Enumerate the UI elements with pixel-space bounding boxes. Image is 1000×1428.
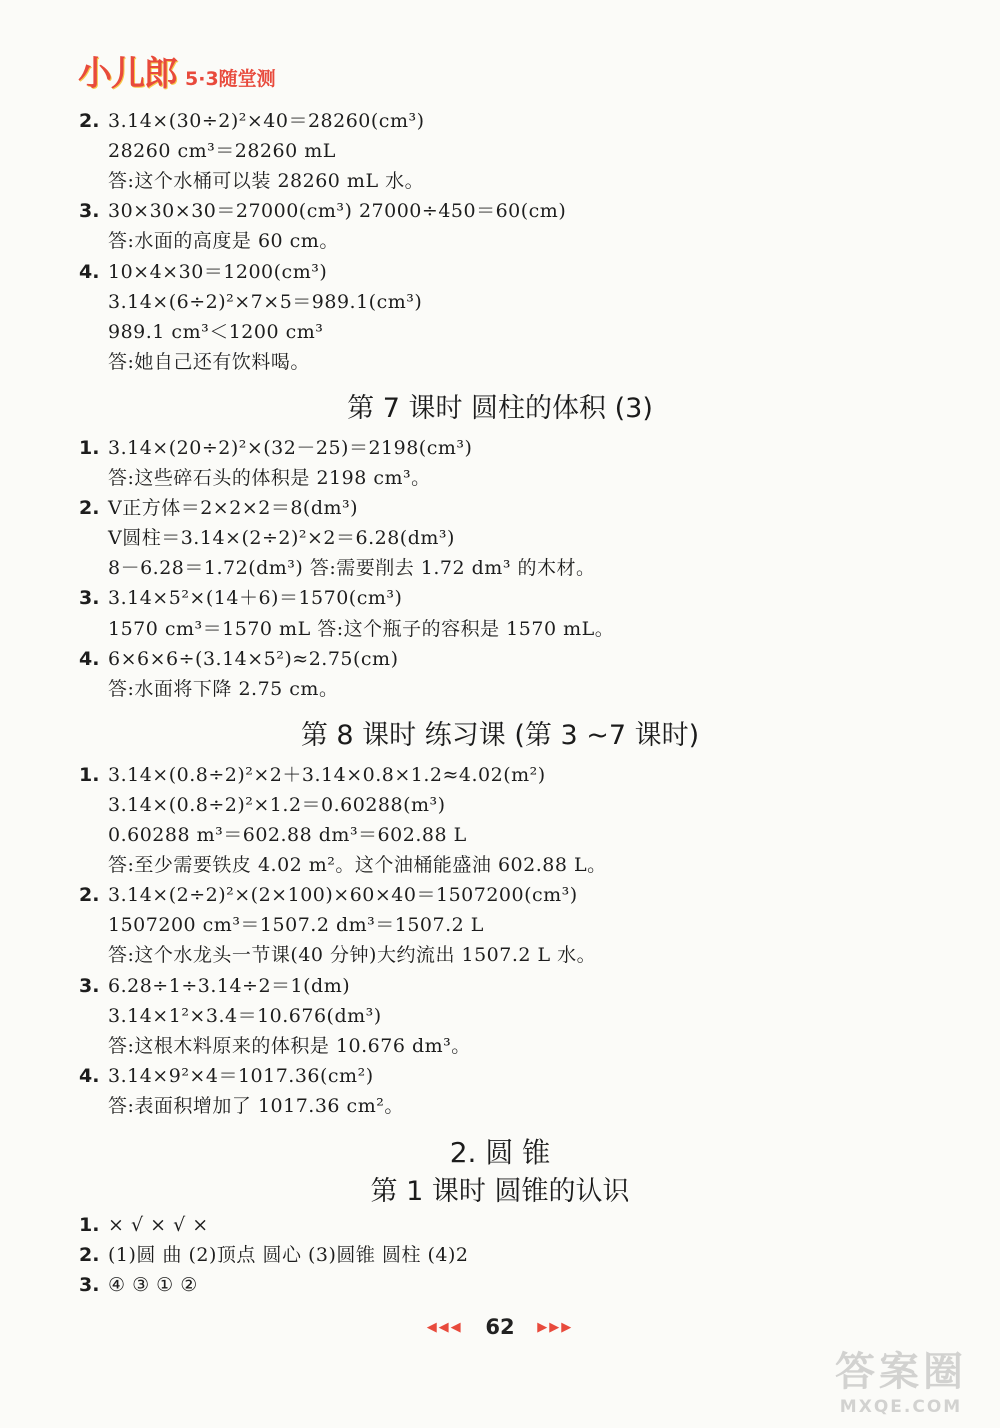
question-number: 2.	[79, 497, 100, 520]
answer-line: 答:她自己还有饮料喝。	[108, 350, 310, 373]
question-number: 3.	[79, 974, 100, 997]
answer-line: 答:表面积增加了 1017.36 cm²。	[108, 1094, 404, 1117]
brand-logo: 小儿郎	[78, 54, 177, 94]
brand-series: 5·3随堂测	[185, 68, 276, 90]
answer-line: 989.1 cm³＜1200 cm³	[108, 320, 324, 343]
answer-line: 3.14×(30÷2)²×40＝28260(cm³)	[108, 110, 425, 132]
section-title: 2. 圆 锥	[449, 1136, 551, 1169]
site-watermark	[816, 1340, 986, 1420]
answer-line: 1507200 cm³＝1507.2 dm³＝1507.2 L	[108, 914, 484, 937]
question-number: 4.	[79, 260, 100, 283]
question-number: 3.	[79, 587, 100, 610]
answer-line: 3.14×(0.8÷2)²×2＋3.14×0.8×1.2≈4.02(m²)	[108, 763, 546, 786]
answer-line: 8－6.28＝1.72(dm³) 答:需要削去 1.72 dm³ 的木材。	[108, 557, 596, 580]
answer-line: 6×6×6÷(3.14×5²)≈2.75(cm)	[108, 647, 399, 670]
question-number: 4.	[79, 1064, 100, 1087]
question-number: 3.	[79, 200, 100, 223]
next-arrows-icon: ▶▶▶	[537, 1319, 574, 1335]
question-number: 2.	[79, 884, 100, 907]
answer-line: (1)圆 曲 (2)顶点 圆心 (3)圆锥 圆柱 (4)2	[108, 1244, 469, 1266]
answer-line: 3.14×9²×4＝1017.36(cm²)	[108, 1064, 374, 1087]
answer-line: 答:这根木料原来的体积是 10.676 dm³。	[108, 1034, 471, 1057]
watermark-url: MXQE.COM	[839, 1397, 963, 1417]
answer-line: 答:这个水龙头一节课(40 分钟)大约流出 1507.2 L 水。	[108, 944, 597, 967]
answer-line: 3.14×1²×3.4＝10.676(dm³)	[108, 1004, 382, 1027]
question-number: 1.	[79, 1214, 100, 1236]
question-number: 4.	[79, 647, 100, 670]
question-number: 2.	[79, 110, 100, 132]
question-number: 2.	[79, 1244, 100, 1266]
answer-line: V正方体＝2×2×2＝8(dm³)	[108, 497, 359, 520]
question-number: 1.	[79, 763, 100, 786]
answer-line: V圆柱＝3.14×(2÷2)²×2＝6.28(dm³)	[108, 527, 455, 550]
answer-line: 10×4×30＝1200(cm³)	[108, 260, 328, 283]
answer-line: 3.14×5²×(14＋6)＝1570(cm³)	[108, 587, 403, 610]
brand-header	[78, 46, 276, 95]
page-footer	[0, 1314, 1000, 1339]
watermark-logo: 答案圈	[835, 1349, 967, 1395]
question-number: 3.	[79, 1274, 100, 1296]
answer-line: 答:这些碎石头的体积是 2198 cm³。	[108, 467, 431, 489]
answer-line: 1570 cm³＝1570 mL 答:这个瓶子的容积是 1570 mL。	[108, 617, 615, 640]
answer-line: 6.28÷1÷3.14÷2＝1(dm)	[108, 974, 351, 997]
answer-line: 3.14×(6÷2)²×7×5＝989.1(cm³)	[108, 290, 423, 313]
lesson-heading: 第 8 课时 练习课 (第 3 ~7 课时)	[300, 719, 700, 751]
answer-line: 3.14×(0.8÷2)²×1.2＝0.60288(m³)	[108, 793, 446, 816]
answer-line: ④ ③ ① ②	[108, 1274, 198, 1296]
answer-line: 答:水面将下降 2.75 cm。	[108, 677, 339, 700]
answer-line: 30×30×30＝27000(cm³) 27000÷450＝60(cm)	[108, 200, 567, 223]
answer-line: 0.60288 m³＝602.88 dm³＝602.88 L	[108, 824, 467, 846]
page-number: 62	[485, 1315, 515, 1339]
answer-line: 答:水面的高度是 60 cm。	[108, 230, 339, 253]
answer-line: 3.14×(2÷2)²×(2×100)×60×40＝1507200(cm³)	[108, 884, 578, 907]
answer-line: 答:至少需要铁皮 4.02 m²。这个油桶能盛油 602.88 L。	[108, 854, 607, 877]
section-lesson-heading: 第 1 课时 圆锥的认识	[370, 1176, 630, 1207]
question-number: 1.	[79, 436, 100, 459]
lesson-heading: 第 7 课时 圆柱的体积 (3)	[347, 392, 653, 424]
answer-line: × √ × √ ×	[108, 1214, 209, 1236]
answer-line: 3.14×(20÷2)²×(32－25)＝2198(cm³)	[108, 436, 473, 459]
prev-arrows-icon: ◀◀◀	[426, 1319, 463, 1335]
answer-line: 28260 cm³＝28260 mL	[108, 140, 336, 163]
answer-line: 答:这个水桶可以装 28260 mL 水。	[108, 170, 425, 193]
